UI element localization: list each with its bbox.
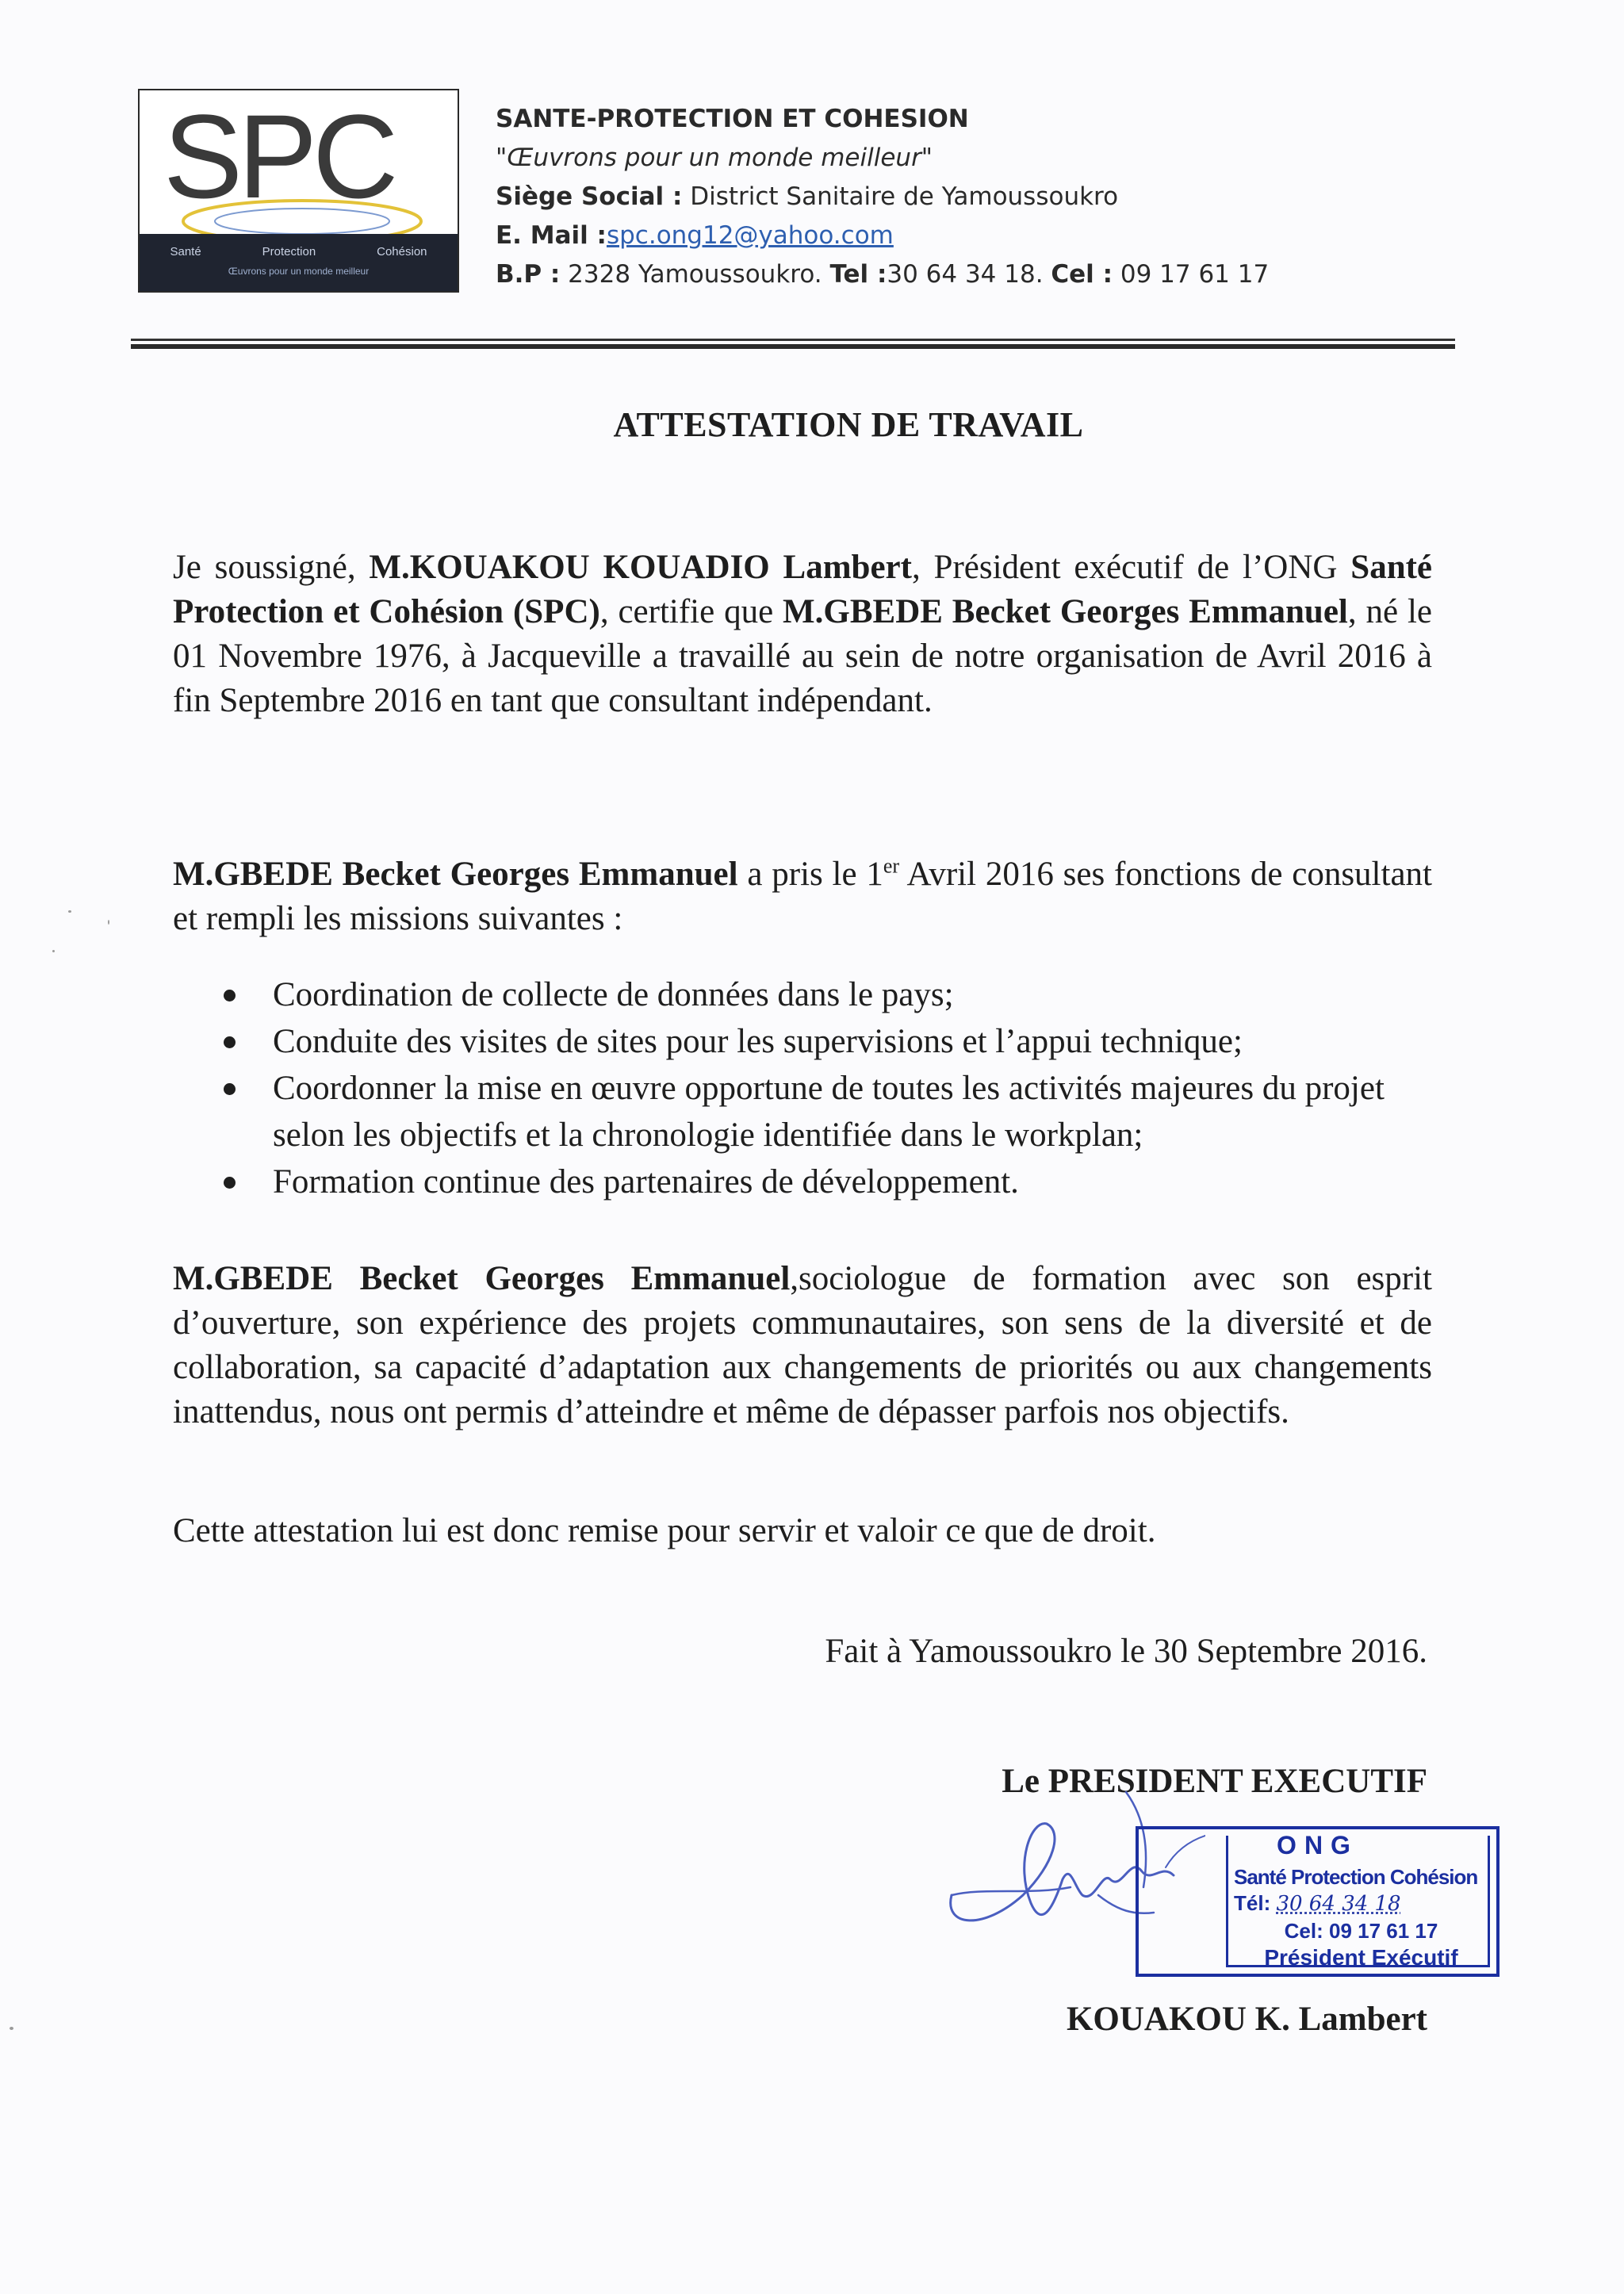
p1-text-d: , né le 01 Novembre 1976, à Jacqueville a travaillé au sein de notre organisation de Avril 2016 à fin Septembre 2016 en tant que consultant indépendant. [173,593,1432,719]
logo-word-sante: Santé [170,245,201,259]
org-name-inline: Santé Protection et Cohésion (SPC) [173,549,1433,630]
mission-item [216,1065,1437,1158]
org-info [496,100,1269,294]
org-motto: "Œuvrons pour un monde meilleur" [496,144,933,172]
stamp-ong: ONG [1277,1831,1358,1859]
logo-word-protection: Protection [262,245,316,259]
org-seat [496,178,1269,216]
email-link[interactable]: spc.ong12@yahoo.com [606,221,894,250]
signer-name-inline: M.KOUAKOU KOUADIO Lambert [369,549,912,586]
stamp-tel [1234,1891,1401,1916]
scan-speck [108,920,109,925]
p1-text-c: , certifie que [599,593,783,630]
signer-name: KOUAKOU K. Lambert [1066,2001,1427,2038]
bp-label: B.P : [496,260,561,289]
mission-text: Conduite des visites de sites pour les supervisions et l’appui technique; [273,1023,1243,1060]
place-date: Fait à Yamoussoukro le 30 Septembre 2016. [825,1633,1427,1670]
logo-motto: Œuvrons pour un monde meilleur [228,266,370,277]
org-name: SANTE-PROTECTION ET COHESION [496,105,969,133]
tel-label: Tel : [829,260,887,289]
paragraph-certification [173,546,1432,723]
stamp-tel-label: Tél: [1234,1891,1277,1915]
document-title: ATTESTATION DE TRAVAIL [613,405,1084,444]
seat-value: District Sanitaire de Yamoussoukro [682,182,1119,211]
mission-text: Coordonner la mise en œuvre opportune de toutes les activités majeures du projet selon les objectifs et la chronologie identifiée dans le workplan; [273,1070,1385,1154]
employee-name-inline: M.GBEDE Becket Georges Emmanuel [173,856,738,893]
paragraph-closing: Cette attestation lui est donc remise pour servir et valoir ce que de droit. [173,1512,1156,1549]
p3-text: ,sociologue de formation avec son esprit d’ouverture, son expérience des projets communautaires, son sens de la diversité et de collaboration, sa capacité d’adaptation aux changements de priorités ou aux changements inattendus, nous ont permis d’atteindre et même de dépasser parfois nos objectifs. [173,1260,1432,1430]
ong-stamp [1136,1826,1500,1977]
mission-item [216,1158,1437,1205]
missions-list [216,971,1437,1205]
mission-text: Coordination de collecte de données dans le pays; [273,976,954,1013]
stamp-cel: Cel: 09 17 61 17 [1284,1919,1438,1943]
ordinal-superscript: er [883,854,900,878]
bullet-icon [224,1083,236,1095]
employee-name-inline: M.GBEDE Becket Georges Emmanuel [783,593,1348,630]
cel-value: 09 17 61 17 [1113,260,1270,289]
bullet-icon [224,1177,236,1189]
mission-item [216,1018,1437,1065]
logo-word-cohesion: Cohésion [377,245,427,259]
scan-speck [52,950,55,952]
org-contacts [496,255,1269,294]
stamp-org-name: Santé Protection Cohésion [1234,1865,1478,1889]
mission-item [216,971,1437,1018]
stamp-tel-handwritten: 30 64 34 18 [1276,1892,1401,1916]
employee-name-inline: M.GBEDE Becket Georges Emmanuel [173,1260,791,1297]
tel-value: 30 64 34 18. [887,260,1051,289]
p2-text-a: a pris le 1 [737,856,883,893]
logo-band [140,234,458,291]
scan-speck [10,2027,13,2030]
logo-letters: SPC [163,90,394,223]
paragraph-functions [173,852,1432,941]
p1-text-a: Je soussigné, [173,549,370,586]
org-email [496,216,1269,255]
email-label: E. Mail : [496,221,607,250]
paragraph-appraisal [173,1257,1432,1434]
bp-value: 2328 Yamoussoukro. [560,260,830,289]
header-rule-thick [131,344,1455,349]
p2-text-b: Avril 2016 ses fonctions de consultant et rempli les missions suivantes : [173,856,1432,937]
spc-logo-graphic [140,90,461,241]
signer-title: Le PRESIDENT EXECUTIF [1002,1763,1427,1800]
cel-label: Cel : [1051,260,1113,289]
header-rule-thin [131,339,1455,341]
spc-logo [138,89,459,293]
bullet-icon [224,990,236,1001]
stamp-role: Président Exécutif [1264,1945,1458,1970]
mission-text: Formation continue des partenaires de développement. [273,1163,1019,1201]
bullet-icon [224,1036,236,1048]
scan-speck [68,910,71,913]
p1-text-b: , Président exécutif de l’ONG [911,549,1351,586]
seat-label: Siège Social : [496,182,683,211]
